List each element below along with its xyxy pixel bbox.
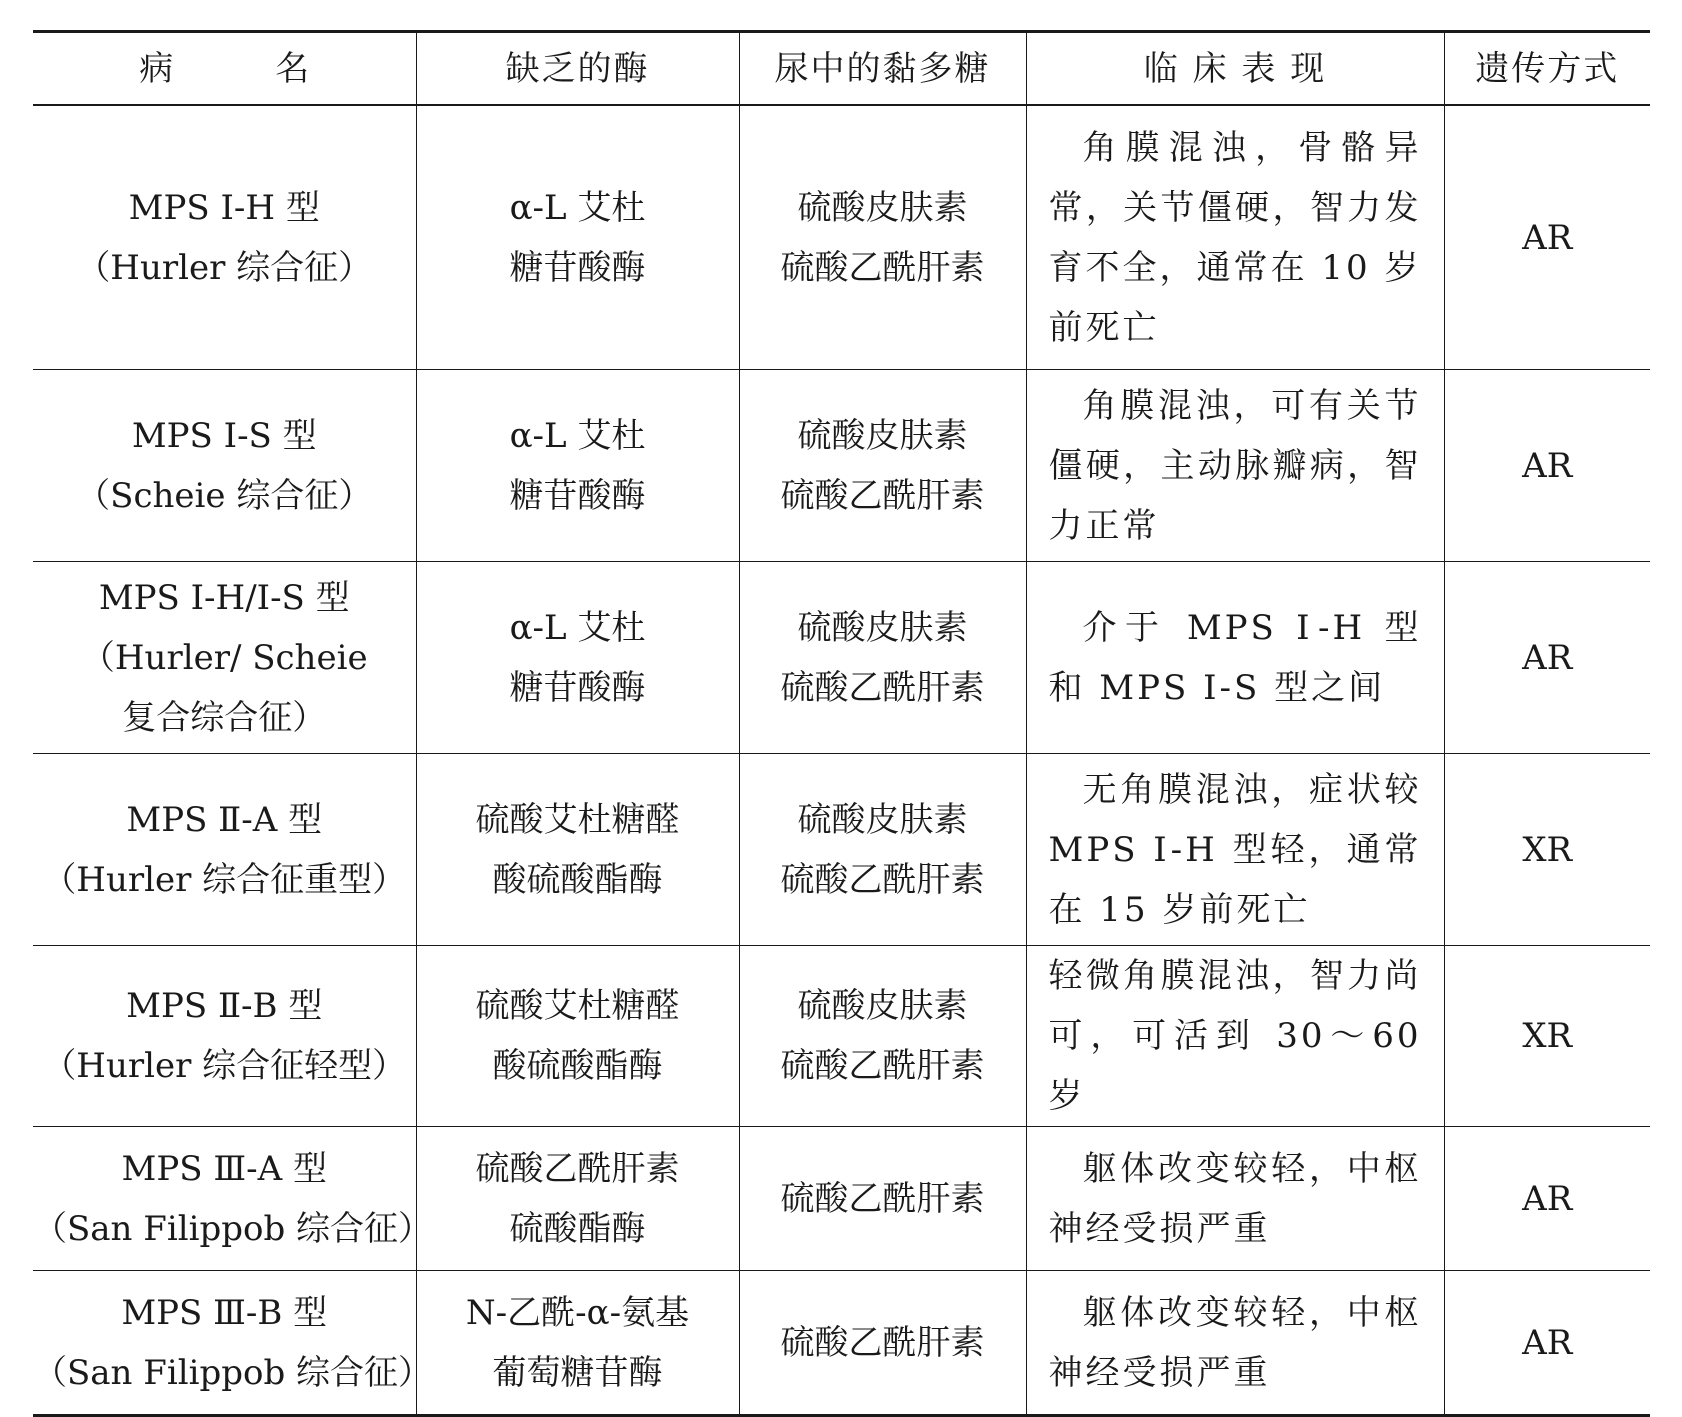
cell-inheritance: XR bbox=[1444, 754, 1650, 946]
table-body bbox=[33, 105, 1650, 1416]
cell-mucopolysaccharide bbox=[739, 370, 1026, 562]
table-row bbox=[33, 562, 1650, 754]
mucopolysaccharide-line: 硫酸乙酰肝素 bbox=[780, 1322, 985, 1363]
cell-enzyme bbox=[416, 946, 739, 1127]
cell-enzyme bbox=[416, 1271, 739, 1416]
mucopolysaccharide-line: 硫酸皮肤素 bbox=[797, 799, 968, 840]
cell-enzyme bbox=[416, 1127, 739, 1271]
cell-enzyme bbox=[416, 105, 739, 370]
disease-type: MPS Ⅱ-A 型 bbox=[126, 799, 323, 840]
disease-syndrome: 复合综合征） bbox=[122, 697, 327, 738]
mucopolysaccharide-line: 硫酸皮肤素 bbox=[797, 415, 968, 456]
enzyme-line: α-L 艾杜 bbox=[509, 415, 646, 456]
cell-disease-name bbox=[33, 946, 416, 1127]
enzyme-line: 酸硫酸酯酶 bbox=[492, 1046, 663, 1086]
clinical-text: 角膜混浊，骨骼异常，关节僵硬，智力发育不全，通常在 10 岁前死亡 bbox=[1048, 127, 1422, 348]
table-row bbox=[33, 370, 1650, 562]
cell-inheritance: AR bbox=[1444, 1271, 1650, 1416]
cell-disease-name bbox=[33, 754, 416, 946]
clinical-text: 轻微角膜混浊，智力尚可，可活到 30～60 岁 bbox=[1048, 956, 1422, 1116]
cell-inheritance: XR bbox=[1444, 946, 1650, 1127]
table-row bbox=[33, 105, 1650, 370]
cell-enzyme bbox=[416, 370, 739, 562]
mucopolysaccharide-line: 硫酸皮肤素 bbox=[797, 986, 968, 1026]
cell-clinical bbox=[1026, 105, 1444, 370]
header-inheritance-mode: 遗传方式 bbox=[1444, 32, 1650, 106]
cell-clinical bbox=[1026, 946, 1444, 1127]
header-clinical-manifestation: 临 床 表 现 bbox=[1026, 32, 1444, 106]
cell-inheritance: AR bbox=[1444, 105, 1650, 370]
cell-disease-name bbox=[33, 105, 416, 370]
disease-syndrome: （Hurler 综合征轻型） bbox=[42, 1046, 407, 1086]
cell-clinical bbox=[1026, 1271, 1444, 1416]
enzyme-line: 硫酸乙酰肝素 bbox=[475, 1148, 680, 1189]
disease-syndrome: （San Filippob 综合征） bbox=[33, 1352, 433, 1393]
cell-inheritance: AR bbox=[1444, 1127, 1650, 1271]
mucopolysaccharide-line: 硫酸乙酰肝素 bbox=[780, 1046, 985, 1086]
mps-table-container bbox=[33, 30, 1650, 1417]
mucopolysaccharide-line: 硫酸乙酰肝素 bbox=[780, 247, 985, 288]
enzyme-line: α-L 艾杜 bbox=[509, 607, 646, 648]
enzyme-line: 葡萄糖苷酶 bbox=[492, 1352, 663, 1393]
cell-mucopolysaccharide bbox=[739, 105, 1026, 370]
cell-mucopolysaccharide bbox=[739, 562, 1026, 754]
cell-mucopolysaccharide bbox=[739, 1271, 1026, 1416]
disease-type: MPS Ⅲ-B 型 bbox=[121, 1292, 328, 1333]
cell-enzyme bbox=[416, 754, 739, 946]
cell-enzyme bbox=[416, 562, 739, 754]
enzyme-line: 酸硫酸酯酶 bbox=[492, 859, 663, 900]
cell-mucopolysaccharide bbox=[739, 1127, 1026, 1271]
header-urinary-mucopolysaccharide: 尿中的黏多糖 bbox=[739, 32, 1026, 106]
table-header bbox=[33, 32, 1650, 106]
enzyme-line: 硫酸酯酶 bbox=[509, 1208, 646, 1249]
clinical-text: 躯体改变较轻，中枢神经受损严重 bbox=[1048, 1292, 1422, 1393]
mucopolysaccharide-line: 硫酸乙酰肝素 bbox=[780, 667, 985, 708]
enzyme-line: 糖苷酸酶 bbox=[509, 667, 646, 708]
enzyme-line: 硫酸艾杜糖醛 bbox=[475, 799, 680, 840]
cell-clinical bbox=[1026, 1127, 1444, 1271]
mucopolysaccharide-line: 硫酸乙酰肝素 bbox=[780, 1178, 985, 1219]
cell-clinical bbox=[1026, 754, 1444, 946]
disease-type: MPS Ⅱ-B 型 bbox=[126, 986, 323, 1026]
disease-syndrome: （Hurler/ Scheie bbox=[80, 637, 368, 678]
disease-type: MPS Ⅰ-H 型 bbox=[128, 187, 320, 228]
cell-disease-name bbox=[33, 1271, 433, 1416]
cell-mucopolysaccharide bbox=[739, 754, 1026, 946]
enzyme-line: α-L 艾杜 bbox=[509, 187, 646, 228]
mucopolysaccharide-line: 硫酸皮肤素 bbox=[797, 187, 968, 228]
disease-syndrome: （Hurler 综合征） bbox=[76, 247, 373, 288]
enzyme-line: 硫酸艾杜糖醛 bbox=[475, 986, 680, 1026]
cell-disease-name bbox=[33, 370, 416, 562]
disease-syndrome: （Hurler 综合征重型） bbox=[42, 859, 407, 900]
enzyme-line: 糖苷酸酶 bbox=[509, 247, 646, 288]
cell-disease-name bbox=[33, 1127, 433, 1271]
enzyme-line: N-乙酰-α-氨基 bbox=[465, 1292, 690, 1333]
cell-clinical bbox=[1026, 562, 1444, 754]
cell-mucopolysaccharide bbox=[739, 946, 1026, 1127]
enzyme-line: 糖苷酸酶 bbox=[509, 475, 646, 516]
disease-syndrome: （San Filippob 综合征） bbox=[33, 1208, 433, 1249]
cell-inheritance: AR bbox=[1444, 562, 1650, 754]
clinical-text: 无角膜混浊，症状较 MPS Ⅰ-H 型轻，通常在 15 岁前死亡 bbox=[1048, 769, 1422, 930]
table-row bbox=[33, 1271, 1650, 1416]
clinical-text: 角膜混浊，可有关节僵硬，主动脉瓣病，智力正常 bbox=[1048, 385, 1422, 546]
disease-type: MPS Ⅲ-A 型 bbox=[121, 1148, 327, 1189]
mucopolysaccharide-line: 硫酸皮肤素 bbox=[797, 607, 968, 648]
table-row bbox=[33, 1127, 1650, 1271]
mucopolysaccharide-line: 硫酸乙酰肝素 bbox=[780, 475, 985, 516]
mucopolysaccharide-line: 硫酸乙酰肝素 bbox=[780, 859, 985, 900]
cell-disease-name bbox=[33, 562, 416, 754]
header-row bbox=[33, 32, 1650, 106]
clinical-text: 躯体改变较轻，中枢神经受损严重 bbox=[1048, 1148, 1422, 1249]
table-row bbox=[33, 754, 1650, 946]
disease-type: MPS Ⅰ-H/Ⅰ-S 型 bbox=[98, 577, 350, 618]
clinical-text: 介于 MPS Ⅰ-H 型和 MPS Ⅰ-S 型之间 bbox=[1048, 607, 1422, 708]
header-deficient-enzyme: 缺乏的酶 bbox=[416, 32, 739, 106]
cell-inheritance: AR bbox=[1444, 370, 1650, 562]
cell-clinical bbox=[1026, 370, 1444, 562]
mps-classification-table bbox=[33, 30, 1650, 1417]
disease-syndrome: （Scheie 综合征） bbox=[76, 475, 373, 516]
table-row bbox=[33, 946, 1650, 1127]
header-disease-name: 病 名 bbox=[139, 48, 310, 89]
disease-type: MPS Ⅰ-S 型 bbox=[131, 415, 317, 456]
